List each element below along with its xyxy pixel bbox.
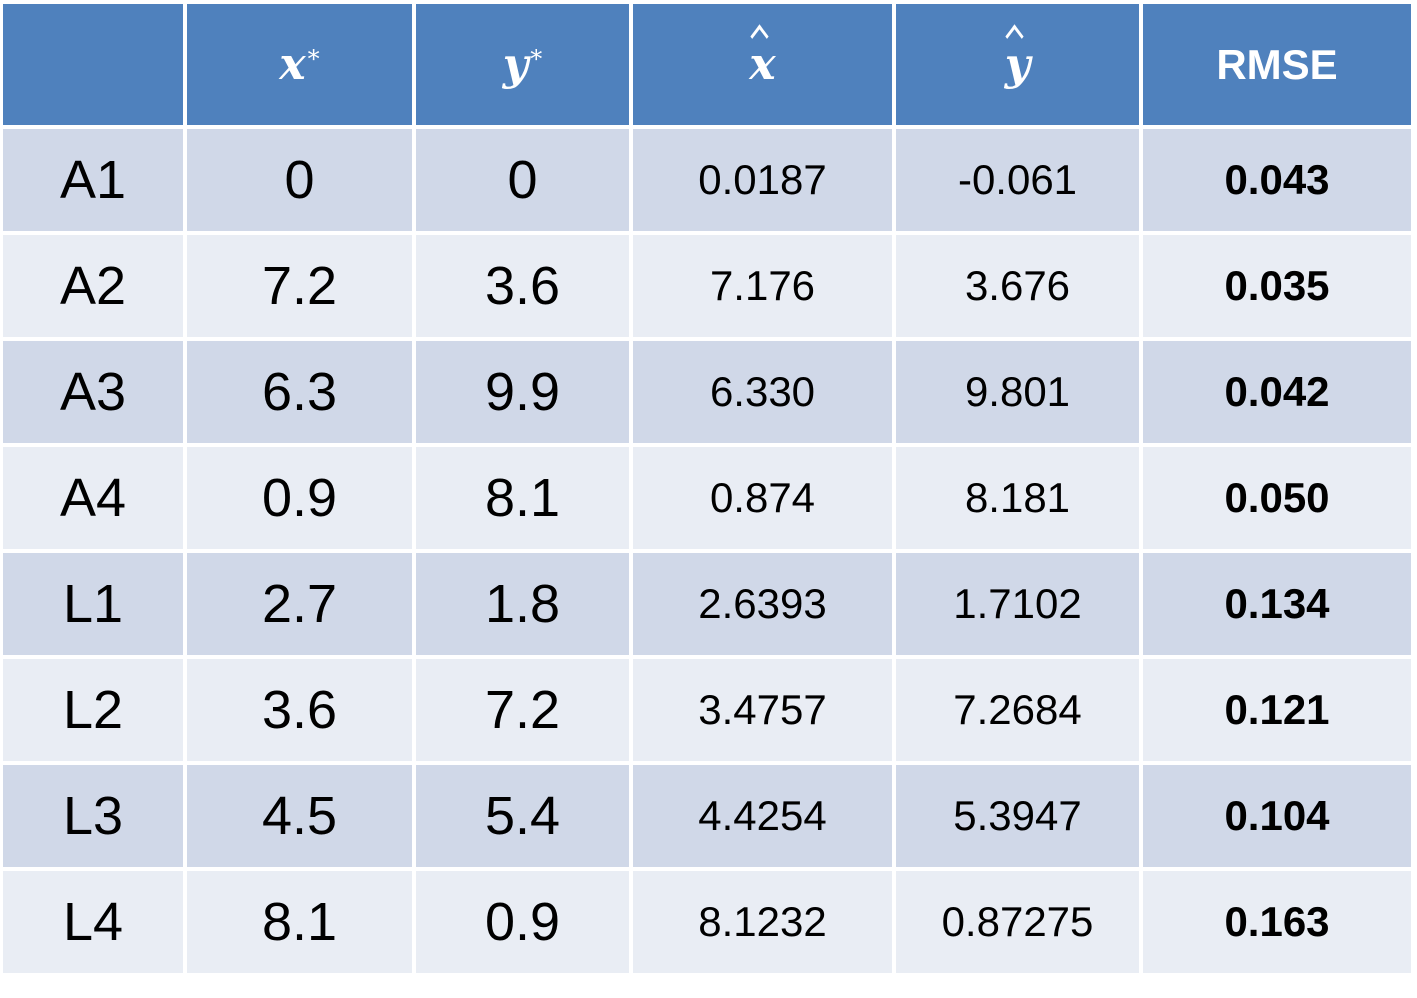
row-y-est-cell: 3.676 xyxy=(896,235,1139,337)
row-y-true-cell: 9.9 xyxy=(416,341,629,443)
row-x-true-cell: 2.7 xyxy=(187,553,412,655)
row-x-est-cell: 8.1232 xyxy=(633,871,892,973)
results-table xyxy=(3,4,1411,973)
row-rmse-cell: 0.163 xyxy=(1143,871,1411,973)
header-y-est xyxy=(896,4,1139,125)
row-x-est-cell: 4.4254 xyxy=(633,765,892,867)
row-rmse-cell: 0.035 xyxy=(1143,235,1411,337)
row-y-true-cell: 0.9 xyxy=(416,871,629,973)
header-x-est xyxy=(633,4,892,125)
header-rmse xyxy=(1143,4,1411,125)
row-rmse-cell: 0.042 xyxy=(1143,341,1411,443)
row-y-est-cell: 9.801 xyxy=(896,341,1139,443)
row-x-true-cell: 0 xyxy=(187,129,412,231)
header-x-true-sup: * xyxy=(307,44,320,73)
row-x-true-cell: 8.1 xyxy=(187,871,412,973)
row-y-est-cell: 8.181 xyxy=(896,447,1139,549)
row-y-est-cell: 1.7102 xyxy=(896,553,1139,655)
row-name-cell: A4 xyxy=(3,447,183,549)
header-rmse-label: RMSE xyxy=(1216,40,1338,88)
row-y-true-cell: 5.4 xyxy=(416,765,629,867)
row-name-cell: L4 xyxy=(3,871,183,973)
row-x-true-cell: 3.6 xyxy=(187,659,412,761)
row-y-est-cell: 5.3947 xyxy=(896,765,1139,867)
row-y-est-cell: -0.061 xyxy=(896,129,1139,231)
row-rmse-cell: 0.050 xyxy=(1143,447,1411,549)
row-x-true-cell: 0.9 xyxy=(187,447,412,549)
row-name-cell: A1 xyxy=(3,129,183,231)
header-x-true xyxy=(187,4,412,125)
row-x-true-cell: 7.2 xyxy=(187,235,412,337)
row-x-est-cell: 7.176 xyxy=(633,235,892,337)
row-y-true-cell: 1.8 xyxy=(416,553,629,655)
row-name-cell: L2 xyxy=(3,659,183,761)
header-x-true-label: x xyxy=(279,39,306,90)
header-y-true xyxy=(416,4,629,125)
row-y-true-cell: 7.2 xyxy=(416,659,629,761)
row-y-true-cell: 3.6 xyxy=(416,235,629,337)
row-x-est-cell: 0.0187 xyxy=(633,129,892,231)
row-x-est-cell: 3.4757 xyxy=(633,659,892,761)
row-rmse-cell: 0.121 xyxy=(1143,659,1411,761)
row-x-est-cell: 6.330 xyxy=(633,341,892,443)
row-name-cell: A2 xyxy=(3,235,183,337)
header-y-est-label: y xyxy=(1004,39,1031,90)
row-name-cell: L3 xyxy=(3,765,183,867)
header-y-true-label: y xyxy=(502,39,529,90)
row-name-cell: L1 xyxy=(3,553,183,655)
header-empty-cell xyxy=(3,4,183,125)
row-rmse-cell: 0.134 xyxy=(1143,553,1411,655)
header-y-true-sup: * xyxy=(530,44,543,73)
row-x-true-cell: 6.3 xyxy=(187,341,412,443)
row-x-est-cell: 2.6393 xyxy=(633,553,892,655)
row-rmse-cell: 0.104 xyxy=(1143,765,1411,867)
row-y-true-cell: 8.1 xyxy=(416,447,629,549)
row-rmse-cell: 0.043 xyxy=(1143,129,1411,231)
row-y-est-cell: 7.2684 xyxy=(896,659,1139,761)
row-y-true-cell: 0 xyxy=(416,129,629,231)
row-x-est-cell: 0.874 xyxy=(633,447,892,549)
row-name-cell: A3 xyxy=(3,341,183,443)
header-x-est-label: x xyxy=(749,39,776,90)
row-x-true-cell: 4.5 xyxy=(187,765,412,867)
row-y-est-cell: 0.87275 xyxy=(896,871,1139,973)
